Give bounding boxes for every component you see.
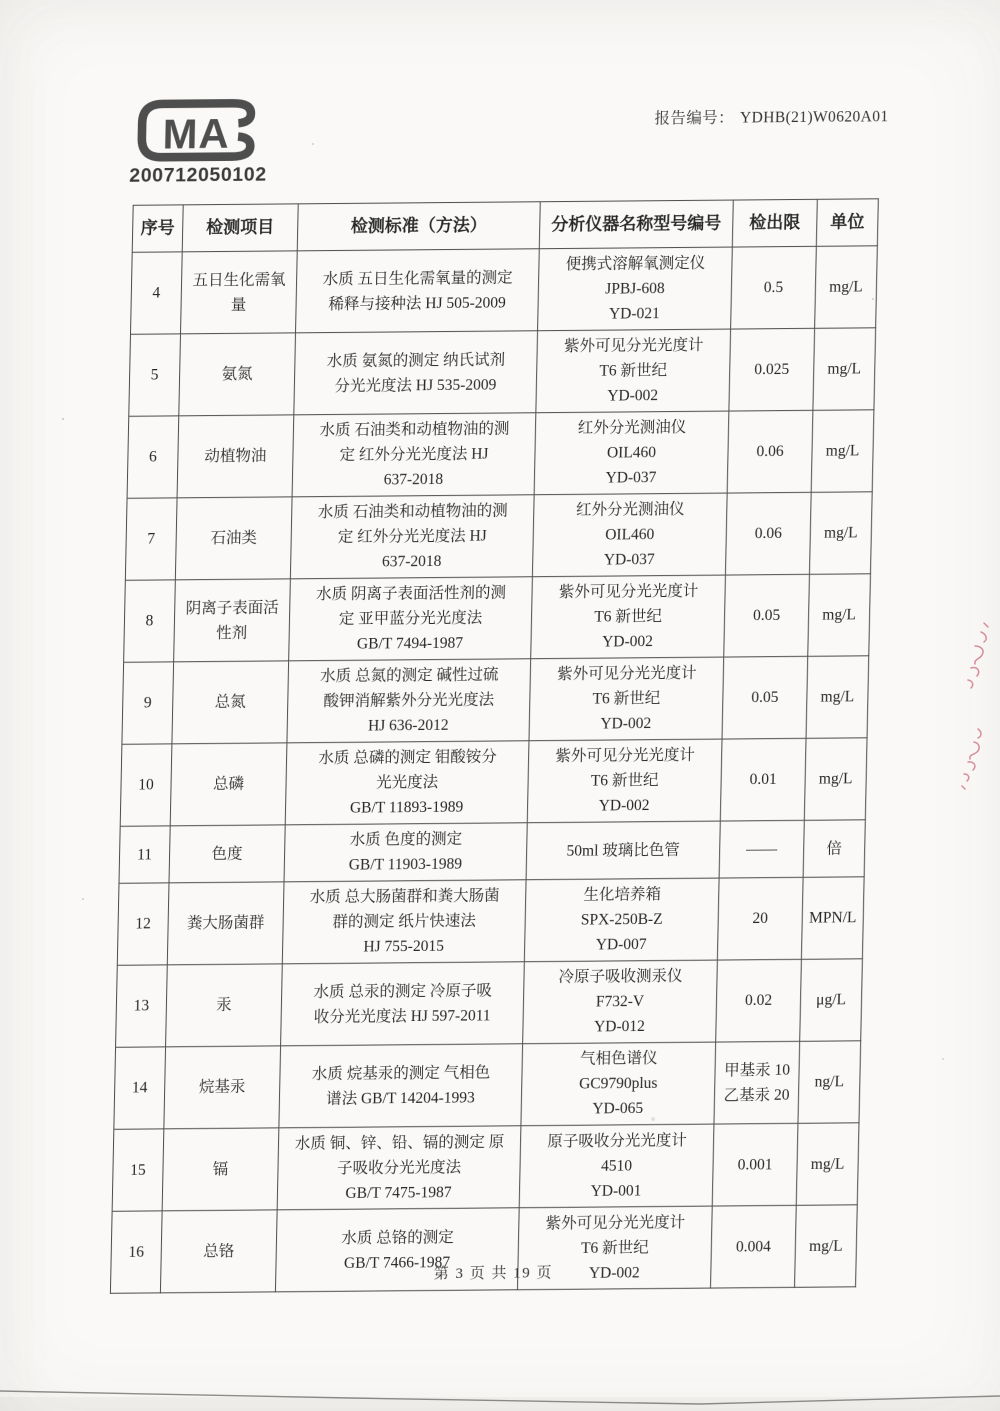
cell-index: 4	[130, 252, 182, 334]
cell-unit: ng/L	[798, 1041, 861, 1124]
test-methods-table	[110, 198, 879, 1294]
handwritten-red-mark	[956, 726, 986, 792]
cell-unit: mg/L	[808, 574, 871, 657]
column-header-instrument: 分析仪器名称型号编号	[539, 200, 733, 249]
cell-unit: mg/L	[809, 492, 872, 575]
page-footer: 第 3 页 共 19 页	[433, 1264, 554, 1282]
cell-index: 16	[110, 1211, 162, 1293]
cell-item: 阴离子表面活性剂	[174, 579, 291, 662]
cell-index: 9	[122, 662, 174, 744]
cell-instrument: 紫外可见分光光度计 T6 新世纪 YD-002	[536, 329, 731, 413]
cell-detection-limit: 甲基汞 10 乙基汞 20	[714, 1041, 800, 1124]
cell-item: 五日生化需氧量	[181, 251, 298, 334]
cell-index: 15	[112, 1129, 164, 1211]
cell-detection-limit: 0.01	[720, 738, 806, 821]
cell-index: 5	[129, 334, 181, 416]
table-row	[125, 492, 872, 581]
cell-detection-limit: 0.06	[725, 492, 811, 575]
table-header-row	[132, 199, 878, 253]
cell-item: 总氮	[172, 661, 289, 744]
cma-logo-icon	[137, 98, 258, 163]
table-row	[127, 410, 874, 499]
cell-index: 13	[116, 965, 168, 1047]
cell-unit: μg/L	[800, 959, 863, 1042]
column-header-unit: 单位	[816, 199, 878, 247]
scan-noise-specks	[62, 418, 64, 420]
report-number-line	[654, 104, 888, 128]
cell-instrument: 生化培养箱 SPX-250B-Z YD-007	[524, 878, 719, 962]
cell-item: 氨氮	[179, 333, 296, 416]
handwritten-red-mark	[960, 620, 990, 690]
cell-method: 水质 总汞的测定 冷原子吸 收分光光度法 HJ 597-2011	[281, 962, 525, 1046]
cell-detection-limit: 0.025	[729, 328, 815, 411]
table-body	[110, 246, 877, 1294]
cell-method: 水质 总大肠菌群和粪大肠菌 群的测定 纸片快速法 HJ 755-2015	[282, 880, 526, 964]
cell-detection-limit: 0.05	[724, 574, 810, 657]
cell-method: 水质 总铬的测定 GB/T 7466-1987	[275, 1208, 519, 1292]
cell-item: 总铬	[160, 1210, 277, 1293]
cell-unit: mg/L	[811, 410, 874, 493]
cell-item: 镉	[162, 1128, 279, 1211]
cell-item: 动植物油	[177, 415, 294, 498]
cell-detection-limit: 20	[717, 877, 803, 960]
table-row	[120, 738, 867, 827]
cell-index: 12	[117, 883, 169, 965]
cell-instrument: 原子吸收分光光度计 4510 YD-001	[519, 1124, 714, 1208]
cell-method: 水质 阴离子表面活性剂的测 定 亚甲蓝分光光度法 GB/T 7494-1987	[289, 577, 533, 661]
cell-unit: mg/L	[813, 328, 876, 411]
report-number-value: YDHB(21)W0620A01	[739, 108, 889, 127]
cell-method: 水质 铜、锌、铅、镉的测定 原 子吸收分光光度法 GB/T 7475-1987	[277, 1126, 521, 1210]
column-header-item: 检测项目	[182, 204, 298, 252]
cell-detection-limit: ——	[719, 820, 804, 878]
cell-item: 汞	[166, 964, 283, 1047]
cell-unit: MPN/L	[801, 877, 864, 960]
cma-accreditation-number: 200712050102	[129, 163, 267, 187]
cell-instrument: 气相色谱仪 GC9790plus YD-065	[521, 1042, 716, 1126]
cell-method: 水质 总磷的测定 钼酸铵分 光光度法 GB/T 11893-1989	[285, 741, 529, 825]
cma-logo-text: MA	[162, 110, 231, 158]
cell-unit: 倍	[803, 820, 865, 878]
table-row	[112, 1123, 859, 1212]
table-row	[116, 959, 863, 1048]
table-row	[114, 1041, 861, 1130]
table-row	[129, 328, 876, 417]
cell-detection-limit: 0.001	[712, 1123, 798, 1206]
table-row	[117, 877, 864, 966]
cell-instrument: 紫外可见分光光度计 T6 新世纪 YD-002	[517, 1206, 712, 1290]
cell-index: 6	[127, 416, 179, 498]
table-row	[124, 574, 871, 663]
cell-unit: mg/L	[804, 738, 867, 821]
cell-instrument: 紫外可见分光光度计 T6 新世纪 YD-002	[529, 657, 724, 741]
cell-unit: mg/L	[796, 1123, 859, 1206]
column-header-method: 检测标准（方法）	[297, 202, 540, 251]
cell-item: 石油类	[175, 497, 292, 580]
cell-detection-limit: 0.06	[727, 410, 813, 493]
cma-logo	[137, 98, 258, 163]
cell-index: 8	[124, 580, 176, 662]
table-row	[119, 820, 865, 884]
table-row	[122, 656, 869, 745]
column-header-detection-limit: 检出限	[732, 199, 817, 247]
cell-instrument: 紫外可见分光光度计 T6 新世纪 YD-002	[527, 739, 722, 823]
cell-method: 水质 色度的测定 GB/T 11903-1989	[284, 823, 527, 882]
cell-item: 色度	[169, 825, 285, 883]
cell-unit: mg/L	[815, 246, 878, 329]
cell-unit: mg/L	[795, 1205, 858, 1288]
cell-method: 水质 石油类和动植物油的测 定 红外分光光度法 HJ 637-2018	[292, 413, 536, 497]
report-number-label: 报告编号：	[654, 109, 735, 128]
cell-instrument: 50ml 玻璃比色管	[526, 821, 720, 880]
cell-unit: mg/L	[806, 656, 869, 739]
cell-item: 总磷	[170, 743, 287, 826]
cell-method: 水质 烷基汞的测定 气相色 谱法 GB/T 14204-1993	[279, 1044, 523, 1128]
cell-detection-limit: 0.5	[731, 246, 817, 329]
cell-method: 水质 石油类和动植物油的测 定 红外分光光度法 HJ 637-2018	[290, 495, 534, 579]
cell-method: 水质 氨氮的测定 纳氏试剂 分光光度法 HJ 535-2009	[294, 331, 538, 415]
cell-detection-limit: 0.004	[711, 1205, 797, 1288]
cell-index: 10	[120, 744, 172, 826]
cell-detection-limit: 0.05	[722, 656, 808, 739]
cell-instrument: 红外分光测油仪 OIL460 YD-037	[534, 411, 729, 495]
cell-index: 11	[119, 826, 170, 883]
cell-index: 14	[114, 1047, 166, 1129]
cell-index: 7	[125, 498, 177, 580]
cell-method: 水质 总氮的测定 碱性过硫 酸钾消解紫外分光光度法 HJ 636-2012	[287, 659, 531, 743]
table-row	[130, 246, 877, 335]
cell-method: 水质 五日生化需氧量的测定 稀释与接种法 HJ 505-2009	[296, 249, 540, 333]
cell-item: 粪大肠菌群	[167, 882, 284, 965]
scan-bed-area	[0, 1397, 1000, 1411]
cell-instrument: 便携式溶解氧测定仪 JPBJ-608 YD-021	[538, 247, 733, 331]
cell-instrument: 红外分光测油仪 OIL460 YD-037	[532, 493, 727, 577]
cell-detection-limit: 0.02	[716, 959, 802, 1042]
cell-instrument: 紫外可见分光光度计 T6 新世纪 YD-002	[531, 575, 726, 659]
column-header-no: 序号	[132, 205, 183, 252]
cell-item: 烷基汞	[164, 1046, 281, 1129]
cell-instrument: 冷原子吸收测汞仪 F732-V YD-012	[523, 960, 718, 1044]
